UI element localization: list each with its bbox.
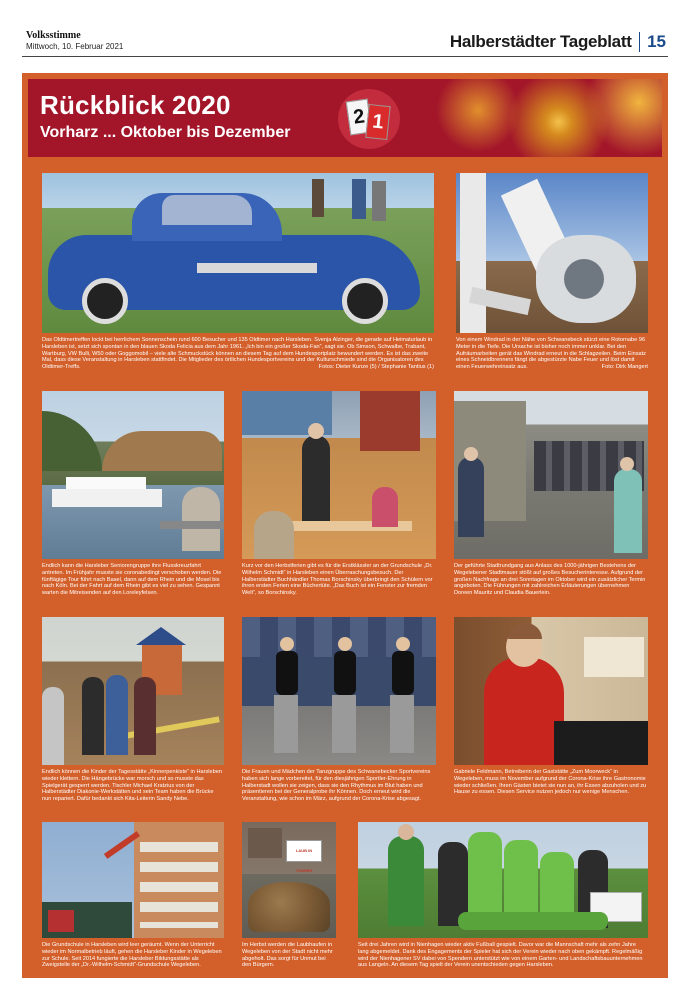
newspaper-name: Volksstimme — [26, 30, 81, 41]
gaststaette-caption: Gabriele Feldmann, Betreiberin der Gaststätte „Zum Moorweck“ in Wegeleben, muss im November aufgrund der Corona-Krise ihre Gastronomie wieder schließen. Ihren Gästen bietet sie nun an, ihr Essen abzuholen und zu Hause zu essen. Diesen Service nutzen jedoch nur wenige Menschen. — [454, 765, 648, 817]
story-laubhaufen — [242, 822, 336, 972]
oldtimer-photo — [42, 173, 434, 333]
issue-date: Mittwoch, 10. Februar 2021 — [26, 42, 124, 51]
playground-photo — [42, 617, 224, 765]
calendar-icon — [338, 89, 400, 149]
story-windrad — [456, 173, 648, 371]
oldtimer-caption — [42, 333, 434, 371]
story-flusskreuzfahrt — [42, 391, 224, 597]
banner-title: Rückblick 2020 — [40, 90, 231, 120]
review-banner — [28, 79, 662, 157]
review-panel — [22, 73, 668, 978]
stadtfuehrung-caption: Der geführte Stadtrundgang aus Anlass des 1000-jährigen Bestehens der Wegelebener Stadtmauer stößt auf großes Besucherinteresse. Aufgrund der großen Nachfrage an drei Sonntagen im Oktober wird ein zusätzlicher Termin angeboten. Die Führungen mit zahlreichen Erläuterungen übernehmen Doreen Mauritz und Claudia Bauerlein. — [454, 559, 648, 591]
classroom-photo — [242, 391, 436, 559]
calendar-page-right: 1 — [365, 104, 390, 140]
calendar-page-left: 2 — [346, 99, 373, 136]
grundschule-caption: Die Grundschule in Harsleben wird leer geräumt. Wenn der Unterricht wieder im Normalbetrieb läuft, gehen die Harsleber Kinder in Wegeleben zur Schule. Seit 2014 fungierte die Harsleber Bildungsstätte als Zweigstelle der „Dr.-Wilhelm-Schmidt“-Grundschule Wegeleben. — [42, 938, 224, 972]
story-gaststaette — [454, 617, 648, 817]
tanzgruppe-caption: Die Frauen und Mädchen der Tanzgruppe des Schwanebecker Sportvereins haben sich lange vorbereitet, für den diesjährigen Sportler-Ehrung in Halberstadt wollen sie zeigen, dass sie den Rhythmus im Blut haben und präsentieren bei der Generalprobe ihr Können. Doch erneut wird die Veranstaltung, wie schon im März, aufgrund der Corona-Krise abgesagt. — [242, 765, 436, 817]
windrad-photo-credit: Foto: Dirk Mangert — [601, 364, 648, 371]
page-number: 15 — [647, 32, 666, 51]
laub-sign: LAUB IN TONNEN — [286, 840, 322, 862]
oldtimer-caption-text: Das Oldtimertreffen lockt bei herrlichem Sonnenschein rund 600 Besucher und 135 Oldtimer nach Harsleben. Svenja Alzinger, die gerade auf Heimaturlaub in Harsleben ist, setzt sich spontan in den blauen Skoda Felicia aus dem Jahr 1961. „Ich bin ein großer Skoda-Fan“, sagt sie. Ob Simson, Schwalbe, Trabant, Wartburg, VW Bulli, W50 oder Goggomobil – viele alte Schmuckstück können an diesem Tag auf dem Hundesportplatz bewundert werden. Es ist das zweite Mal, dass diese Veranstaltung in Harsleben stattfindet. Die Mitglieder des örtlichen Hundesportvereins und der Kulturschmiede sind die Organisatoren des Oldtimer-Treffs. — [42, 337, 433, 371]
leaves-photo — [242, 822, 336, 938]
story-fussball — [358, 822, 648, 972]
windrad-caption-text: Von einem Windrad in der Nähe von Schwanebeck stürzt eine Rotornabe 96 Meter in die Tiefe. Die Ursache ist bisher noch immer unklar. Bei den Aufräumarbeiten gerät das Windrad erneut in die Schlagzeilen. Beim Einsatz eines Schneidbrenners fängt die abgestürzte Nabe Feuer und löst damit einen Feuerwehreinsatz aus. — [456, 337, 646, 371]
story-buechertuete — [242, 391, 436, 597]
restaurant-photo — [454, 617, 648, 765]
section-header — [450, 32, 666, 52]
story-spielgeraet — [42, 617, 224, 817]
buechertuete-caption: Kurz vor den Herbstferien gibt es für die Erstklässler an der Grundschule „Dr. Wilhelm Schmidt“ in Harsleben einen Überraschungsbesuch. Der Halberstädter Buchhändler Thomas Borschinsky überbringt den Schülern vor ihren ersten Ferien eine Büchertüte. „Das Buch ist ein Fenster zur fremden Welt“, so Borschinsky. — [242, 559, 436, 591]
tour-photo — [454, 391, 648, 559]
story-grundschule — [42, 822, 224, 972]
spielgeraet-caption: Endlich können die Kinder der Tagesstätte „Kinnerpenkiste“ in Harsleben wieder klettern. Die Hängebrücke war morsch und so musste das Spielgerät gesperrt werden. Tischler Michael Kratzius von der Halberstädter Diakonie-Werkstätten und sein Team haben die Brücke nun repariert. Dafür bedankt sich Kita-Leiterin Sandy Nebe. — [42, 765, 224, 817]
football-team-photo — [358, 822, 648, 938]
story-tanzgruppe — [242, 617, 436, 817]
header-rule — [22, 56, 668, 57]
banner-subtitle: Vorharz ... Oktober bis Dezember — [40, 124, 291, 141]
ship-photo — [42, 391, 224, 559]
oldtimer-photo-credit: Fotos: Dieter Kunze (5) / Stephanie Tantius (1) — [318, 364, 434, 371]
header-divider — [639, 32, 641, 52]
story-stadtfuehrung — [454, 391, 648, 597]
flusskreuzfahrt-caption: Endlich kann die Harsleber Seniorengruppe ihre Flusskreuzfahrt antreten. Im Frühjahr musste sie coronabedingt verschoben werden. Die fünftägige Tour führt nach Basel, dann auf dem Rhein und die Mosel bis nach Köln. Bei der Fahrt auf dem Rhein gibt es viel zu sehen. Gespannt warten die Mitreisenden auf den Loreleyfelsen. — [42, 559, 224, 591]
fussball-caption: Seit drei Jahren wird in Nienhagen wieder aktiv Fußball gespielt. Davor war die Mannschaft mehr als zehn Jahre lang abgemeldet. Dank des Engagements der Spieler hat sich der Verein wieder nach oben gekämpft. Regelmäßig wird der Nienhagener SV dabei von Spendern unterstützt wie von einem Garten- und Landschaftsbauunternehmen aus Langeln. An diesem Tag spielt der Verein unentschieden gegen Harsleben. — [358, 938, 648, 972]
fireworks-graphic — [432, 79, 662, 157]
section-title: Halberstädter Tageblatt — [449, 32, 632, 51]
laubhaufen-caption: Im Herbst werden die Laubhaufen in Wegeleben von der Stadt nicht mehr abgeholt. Das sorgt für Unmut bei den Bürgern. — [242, 938, 336, 972]
windrad-caption — [456, 333, 648, 371]
dance-photo — [242, 617, 436, 765]
masthead — [26, 30, 123, 51]
story-oldtimer — [42, 173, 434, 371]
windrad-photo — [456, 173, 648, 333]
school-photo — [42, 822, 224, 938]
